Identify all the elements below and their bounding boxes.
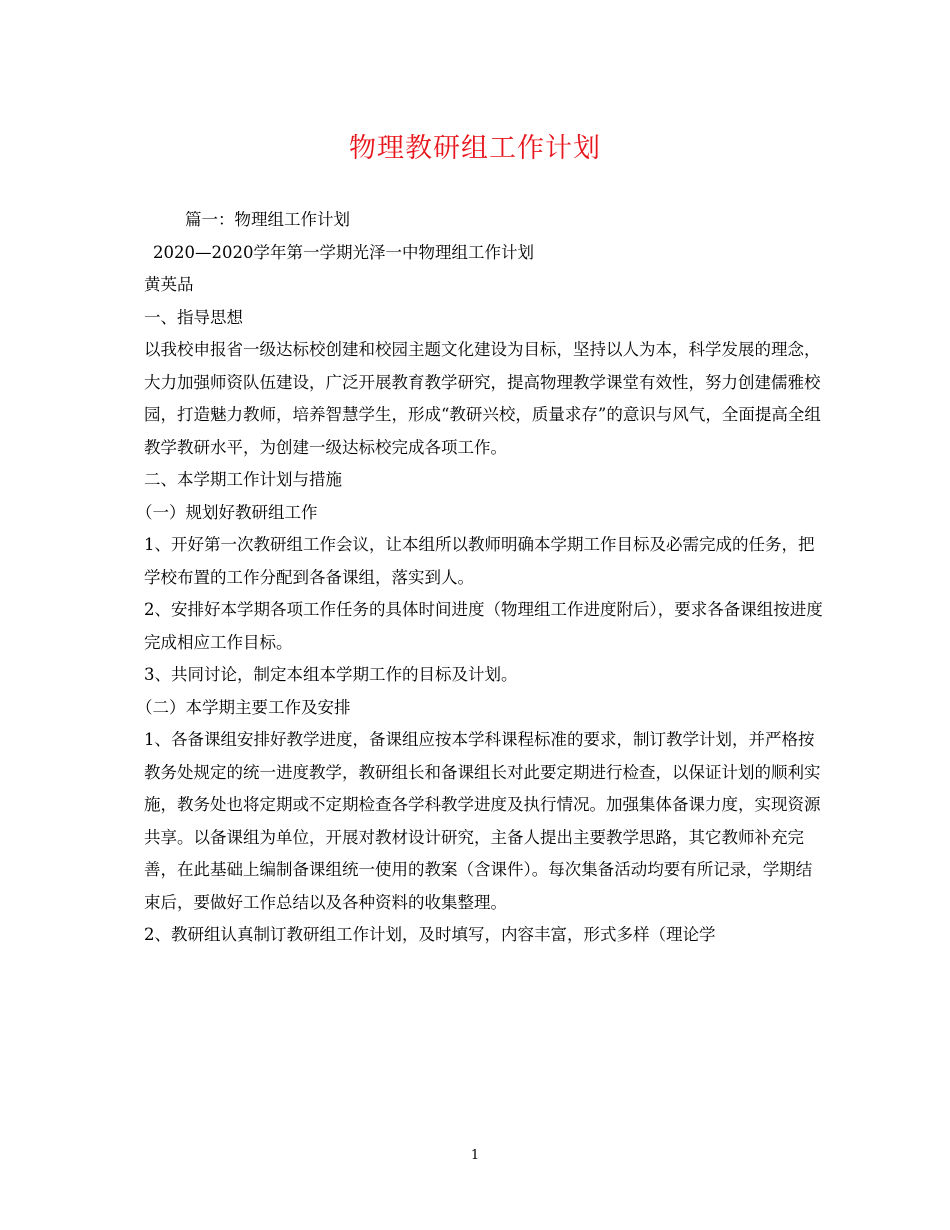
- paragraph-item-3-discussion: 3、共同讨论，制定本组本学期工作的目标及计划。: [144, 665, 518, 684]
- section-heading-guiding-ideology: 一、指导思想: [144, 307, 243, 327]
- author-name: 黄英品: [144, 275, 194, 294]
- subsection-heading-planning: （一）规划好教研组工作: [136, 502, 318, 522]
- page-number: 1: [470, 1148, 480, 1163]
- paragraph-item-1-meeting: 1、开好第一次教研组工作会议，让本组所以教师明确本学期工作目标及必需完成的任务，把学校布置的工作分配到各备课组，落实到人。: [144, 535, 815, 587]
- subsection-heading-main-work: （二）本学期主要工作及安排: [136, 697, 351, 717]
- paragraph-item-2-schedule: 2、安排好本学期各项工作任务的具体时间进度（物理组工作进度附后），要求各备课组按进度完成相应工作目标。: [144, 600, 823, 652]
- paragraph-item-2-research-plan: 2、教研组认真制订教研组工作计划，及时填写，内容丰富，形式多样（理论学: [144, 925, 716, 944]
- plan-subtitle: 2020—2020学年第一学期光泽一中物理组工作计划: [153, 242, 534, 262]
- paragraph-item-1-teaching-progress: 1、各备课组安排好教学进度，备课组应按本学科课程标准的要求，制订教学计划，并严格按教务处规定的统一进度教学，教研组长和备课组长对此要定期进行检查，以保证计划的顺利实施，教务处也将定期或不定期检查各学科教学进度及执行情况。加强集体备课力度，实现资源共享。以备课组为单位，开展对教材设计研究，主备人提出主要教学思路，其它教师补充完善，在此基础上编制备课组统一使用的教案（含课件）。每次集备活动均要有所记录，学期结束后，要做好工作总结以及各种资料的收集整理。: [144, 730, 821, 912]
- section-heading-part-one: 篇一：物理组工作计划: [185, 210, 350, 229]
- document-title: 物理教研组工作计划: [349, 133, 601, 164]
- section-heading-work-plan: 二、本学期工作计划与措施: [144, 470, 342, 489]
- paragraph-guiding-ideology: 以我校申报省一级达标校创建和校园主题文化建设为目标，坚持以人为本，科学发展的理念，大力加强师资队伍建设，广泛开展教育教学研究，提高物理教学课堂有效性，努力创建儒雅校园，打造魅力教师，培养智慧学生，形成“教研兴校，质量求存”的意识与风气，全面提高全组教学教研水平，为创建一级达标校完成各项工作。: [144, 340, 821, 457]
- document-body: [136, 204, 824, 952]
